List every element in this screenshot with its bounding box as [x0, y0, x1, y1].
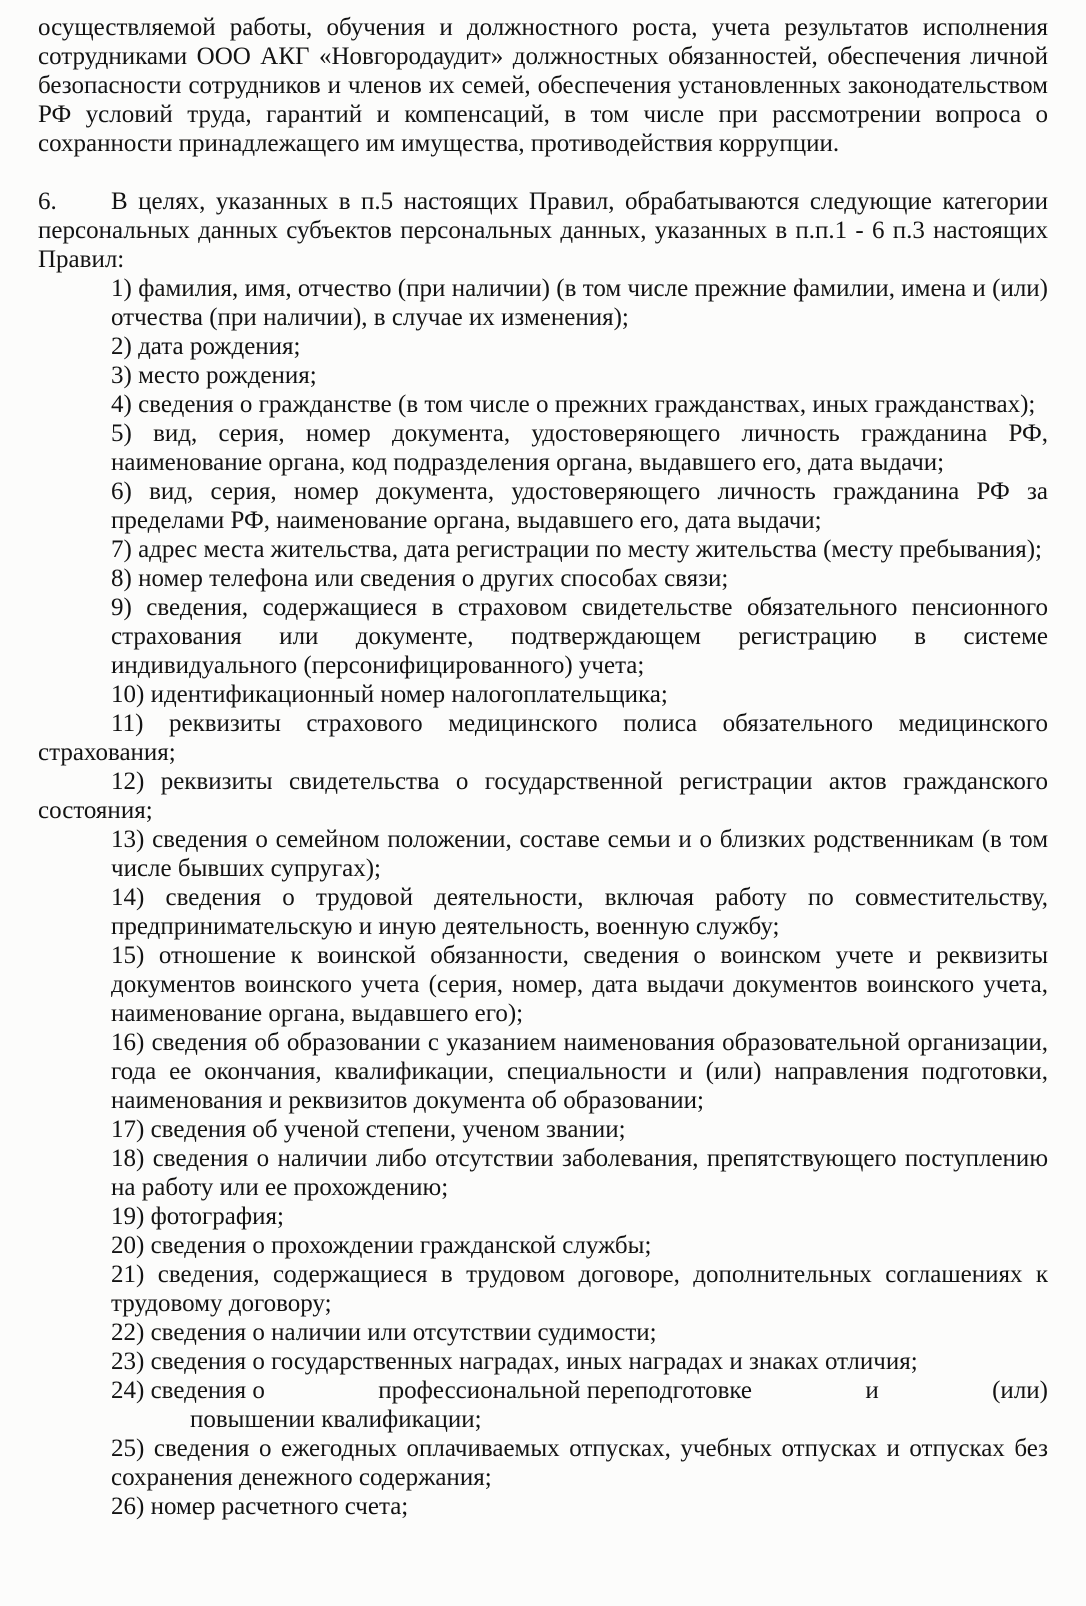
item-number: 2): [111, 333, 132, 360]
list-item-6: [38, 477, 1048, 535]
clause-6-list: [38, 274, 1048, 1521]
list-item-11: [38, 709, 1048, 767]
list-item-26: [38, 1492, 1048, 1521]
list-item-3: [38, 361, 1048, 390]
item-segment: профессиональной переподготовке: [378, 1377, 752, 1404]
list-item-13: [38, 825, 1048, 883]
item-number: 7): [111, 536, 132, 563]
item-number: 17): [111, 1116, 145, 1143]
list-item-5: [38, 419, 1048, 477]
item-number: 19): [111, 1203, 145, 1230]
list-item-14: [38, 883, 1048, 941]
list-item-21: [38, 1260, 1048, 1318]
item-text: фамилия, имя, отчество (при наличии) (в том числе прежние фамилии, имена и (или) отчества (при наличии), в случае их изменения);: [111, 275, 1049, 331]
item-number: 4): [111, 391, 132, 418]
list-item-18: [38, 1144, 1048, 1202]
item-text: сведения, содержащиеся в страховом свидетельстве обязательного пенсионного страхования или документе, подтверждающем регистрацию в системе индивидуального (персонифицированного) учета;: [111, 594, 1048, 679]
item-text: дата рождения;: [138, 333, 301, 360]
item-text: вид, серия, номер документа, удостоверяющего личность гражданина РФ за пределами РФ, наименование органа, выдавшего его, дата выдачи;: [111, 478, 1049, 534]
item-text: номер расчетного счета;: [150, 1493, 409, 1520]
clause-6: [38, 187, 1048, 274]
list-item-10: [38, 680, 1048, 709]
item-segment: (или): [992, 1377, 1048, 1404]
item-text: сведения о наличии либо отсутствии заболевания, препятствующего поступлению на работу или ее прохождению;: [111, 1145, 1048, 1201]
list-item-2: [38, 332, 1048, 361]
item-number: 12): [111, 768, 145, 795]
item-lead: [111, 1376, 265, 1405]
item-number: 6): [111, 478, 132, 505]
list-item-25: [38, 1434, 1048, 1492]
item-number: 21): [111, 1261, 145, 1288]
item-number: 3): [111, 362, 132, 389]
item-text: адрес места жительства, дата регистрации по месту жительства (месту пребывания);: [138, 536, 1042, 563]
item-text: сведения о гражданстве (в том числе о прежних гражданствах, иных гражданствах);: [138, 391, 1036, 418]
list-item-16: [38, 1028, 1048, 1115]
list-item-8: [38, 564, 1048, 593]
item-text: сведения о трудовой деятельности, включая работу по совместительству, предпринимательскую и иную деятельность, военную службу;: [111, 884, 1049, 940]
item-text: сведения о прохождении гражданской службы;: [150, 1232, 652, 1259]
item-text: номер телефона или сведения о других способах связи;: [138, 565, 729, 592]
item-number: 9): [111, 594, 132, 621]
item-text: реквизиты страхового медицинского полиса обязательного медицинского страхования;: [38, 710, 1048, 766]
list-item-24: [38, 1376, 1048, 1434]
item-number: 20): [111, 1232, 145, 1259]
list-item-9: [38, 593, 1048, 680]
item-number: 23): [111, 1348, 145, 1375]
item-segment: сведения о: [150, 1377, 265, 1404]
list-item-20: [38, 1231, 1048, 1260]
item-text: сведения об образовании с указанием наименования образовательной организации, года ее окончания, квалификации, специальности и (или) направления подготовки, наименования и реквизитов документа об образовании;: [111, 1029, 1048, 1114]
item-number: 11): [111, 710, 144, 737]
list-item-17: [38, 1115, 1048, 1144]
item-text: фотография;: [150, 1203, 284, 1230]
list-item-12: [38, 767, 1048, 825]
item-number: 15): [111, 942, 145, 969]
list-item-19: [38, 1202, 1048, 1231]
item-text: вид, серия, номер документа, удостоверяющего личность гражданина РФ, наименование органа, код подразделения органа, выдавшего его, дата выдачи;: [111, 420, 1049, 476]
item-number: 1): [111, 275, 132, 302]
item-text: сведения о государственных наградах, иных наградах и знаках отличия;: [150, 1348, 918, 1375]
item-text: отношение к воинской обязанности, сведения о воинском учете и реквизиты документов воинского учета (серия, номер, дата выдачи документов воинского учета, наименование органа, выдавшего его);: [111, 942, 1049, 1027]
item-text: сведения об ученой степени, ученом звании;: [150, 1116, 626, 1143]
list-item-7: [38, 535, 1048, 564]
clause-text: В целях, указанных в п.5 настоящих Правил, обрабатываются следующие категории персональных данных субъектов персональных данных, указанных в п.п.1 - 6 п.3 настоящих Правил:: [38, 188, 1048, 273]
intro-paragraph: осуществляемой работы, обучения и должностного роста, учета результатов исполнения сотрудниками ООО АКГ «Новгородаудит» должностных обязанностей, обеспечения личной безопасности сотрудников и членов их семей, обеспечения установленных законодательством РФ условий труда, гарантий и компенсаций, в том числе при рассмотрении вопроса о сохранности принадлежащего им имущества, противодействия коррупции.: [38, 14, 1048, 157]
item-number: 26): [111, 1493, 145, 1520]
item-text: место рождения;: [138, 362, 317, 389]
item-text: идентификационный номер налогоплательщика;: [150, 681, 668, 708]
item-line-2: повышении квалификации;: [190, 1406, 482, 1433]
item-number: 13): [111, 826, 145, 853]
item-number: 10): [111, 681, 145, 708]
clause-number: 6.: [38, 188, 57, 215]
item-line-1: [38, 1376, 1048, 1405]
list-item-15: [38, 941, 1048, 1028]
item-number: 22): [111, 1319, 145, 1346]
item-segment: и: [865, 1377, 879, 1404]
item-text: сведения о наличии или отсутствии судимости;: [150, 1319, 657, 1346]
item-text: сведения, содержащиеся в трудовом договоре, дополнительных соглашениях к трудовому договору;: [111, 1261, 1049, 1317]
item-number: 16): [111, 1029, 145, 1056]
item-number: 5): [111, 420, 132, 447]
item-number: 14): [111, 884, 145, 911]
list-item-4: [38, 390, 1048, 419]
list-item-23: [38, 1347, 1048, 1376]
item-number: 25): [111, 1435, 145, 1462]
item-text: сведения о семейном положении, составе семьи и о близких родственникам (в том числе бывших супругах);: [111, 826, 1049, 882]
list-item-22: [38, 1318, 1048, 1347]
item-text: реквизиты свидетельства о государственной регистрации актов гражданского состояния;: [38, 768, 1049, 824]
item-number: 24): [111, 1377, 145, 1404]
item-number: 18): [111, 1145, 145, 1172]
item-text: сведения о ежегодных оплачиваемых отпусках, учебных отпусках и отпусках без сохранения денежного содержания;: [111, 1435, 1048, 1491]
item-number: 8): [111, 565, 132, 592]
list-item-1: [38, 274, 1048, 332]
